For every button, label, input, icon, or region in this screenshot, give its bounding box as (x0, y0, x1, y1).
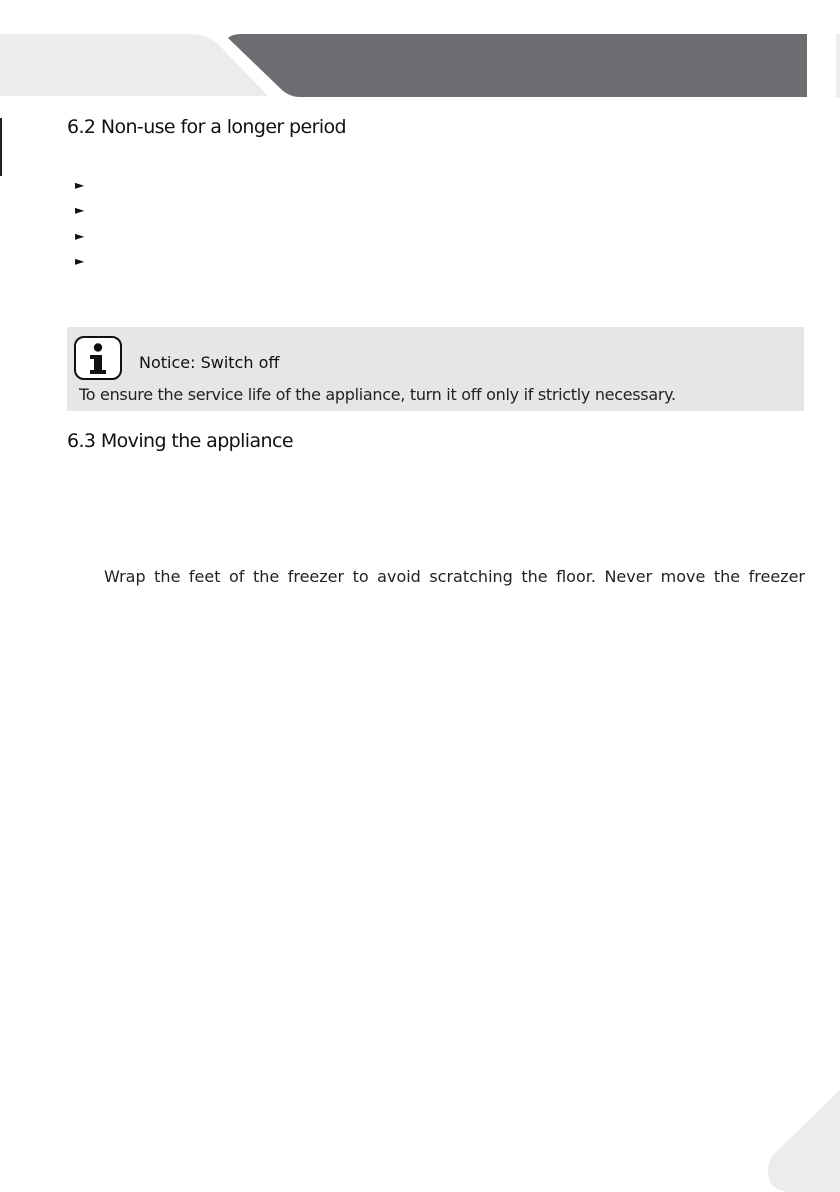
header-light-tab (0, 34, 268, 96)
notice-box (67, 327, 804, 411)
triangle-right-icon: ► (75, 178, 85, 192)
triangle-right-icon: ► (75, 229, 85, 243)
page-header-band (0, 0, 840, 110)
notice-text: To ensure the service life of the appliance, turn it off only if strictly necessary. (79, 385, 676, 404)
page-corner-tab (760, 1090, 840, 1192)
triangle-right-icon: ► (75, 203, 85, 217)
section-6-3-title: 6.3 Moving the appliance (67, 430, 293, 452)
triangle-right-icon: ► (75, 254, 85, 268)
header-dark-band (228, 34, 807, 97)
section-6-2-title: 6.2 Non-use for a longer period (67, 116, 346, 138)
moving-instructions-text: Wrap the feet of the freezer to avoid scratching the floor. Never move the freezer (104, 567, 805, 586)
notice-title: Notice: Switch off (139, 353, 280, 372)
info-icon (73, 335, 123, 381)
